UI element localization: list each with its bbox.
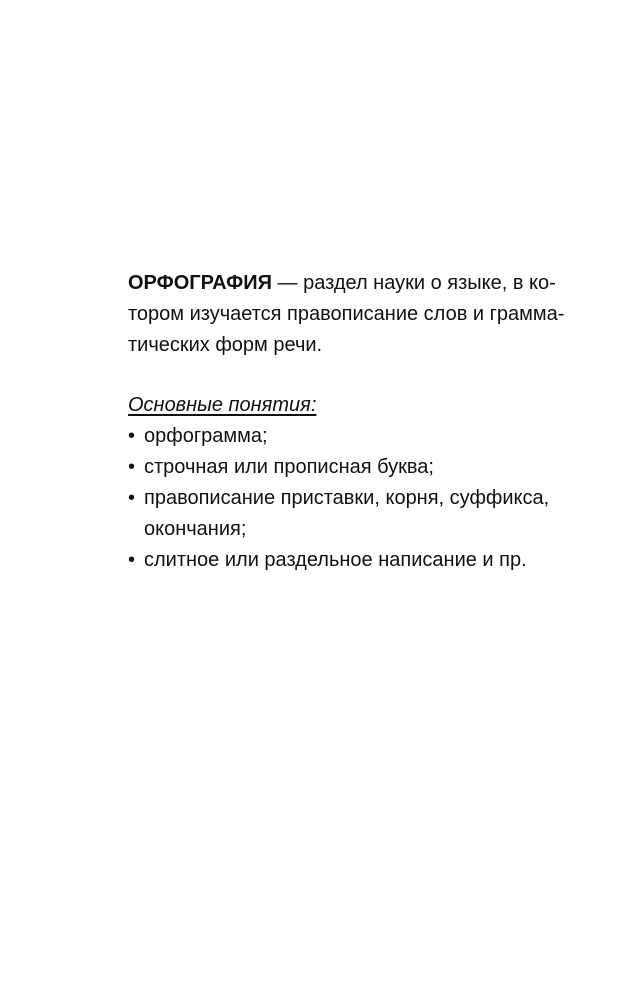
list-item-text-line-2: окончания; (144, 518, 247, 540)
list-item-text: орфограмма; (144, 425, 268, 447)
list-item-text: слитное или раздельное написание и пр. (144, 549, 527, 571)
definition-line-1-rest: — раздел науки о языке, в ко- (277, 272, 556, 294)
page-content (128, 268, 565, 576)
list-item (128, 452, 546, 483)
concept-list (128, 421, 550, 576)
list-item-text-line-1: • правописание приставки, корня, суффикса, (144, 487, 550, 509)
concepts-section (128, 390, 550, 576)
list-item (128, 421, 546, 452)
list-item (128, 545, 546, 576)
concepts-heading: Основные понятия: (128, 394, 317, 416)
definition-line-2: тором изучается правописание слов и грамма- (128, 303, 565, 325)
list-item-text: строчная или прописная буква; (144, 456, 434, 478)
definition-line-1 (128, 268, 556, 299)
definition-paragraph (128, 268, 565, 361)
definition-line-3: тических форм речи. (128, 334, 323, 356)
definition-term: ОРФОГРАФИЯ (128, 272, 272, 294)
list-item (128, 483, 550, 545)
